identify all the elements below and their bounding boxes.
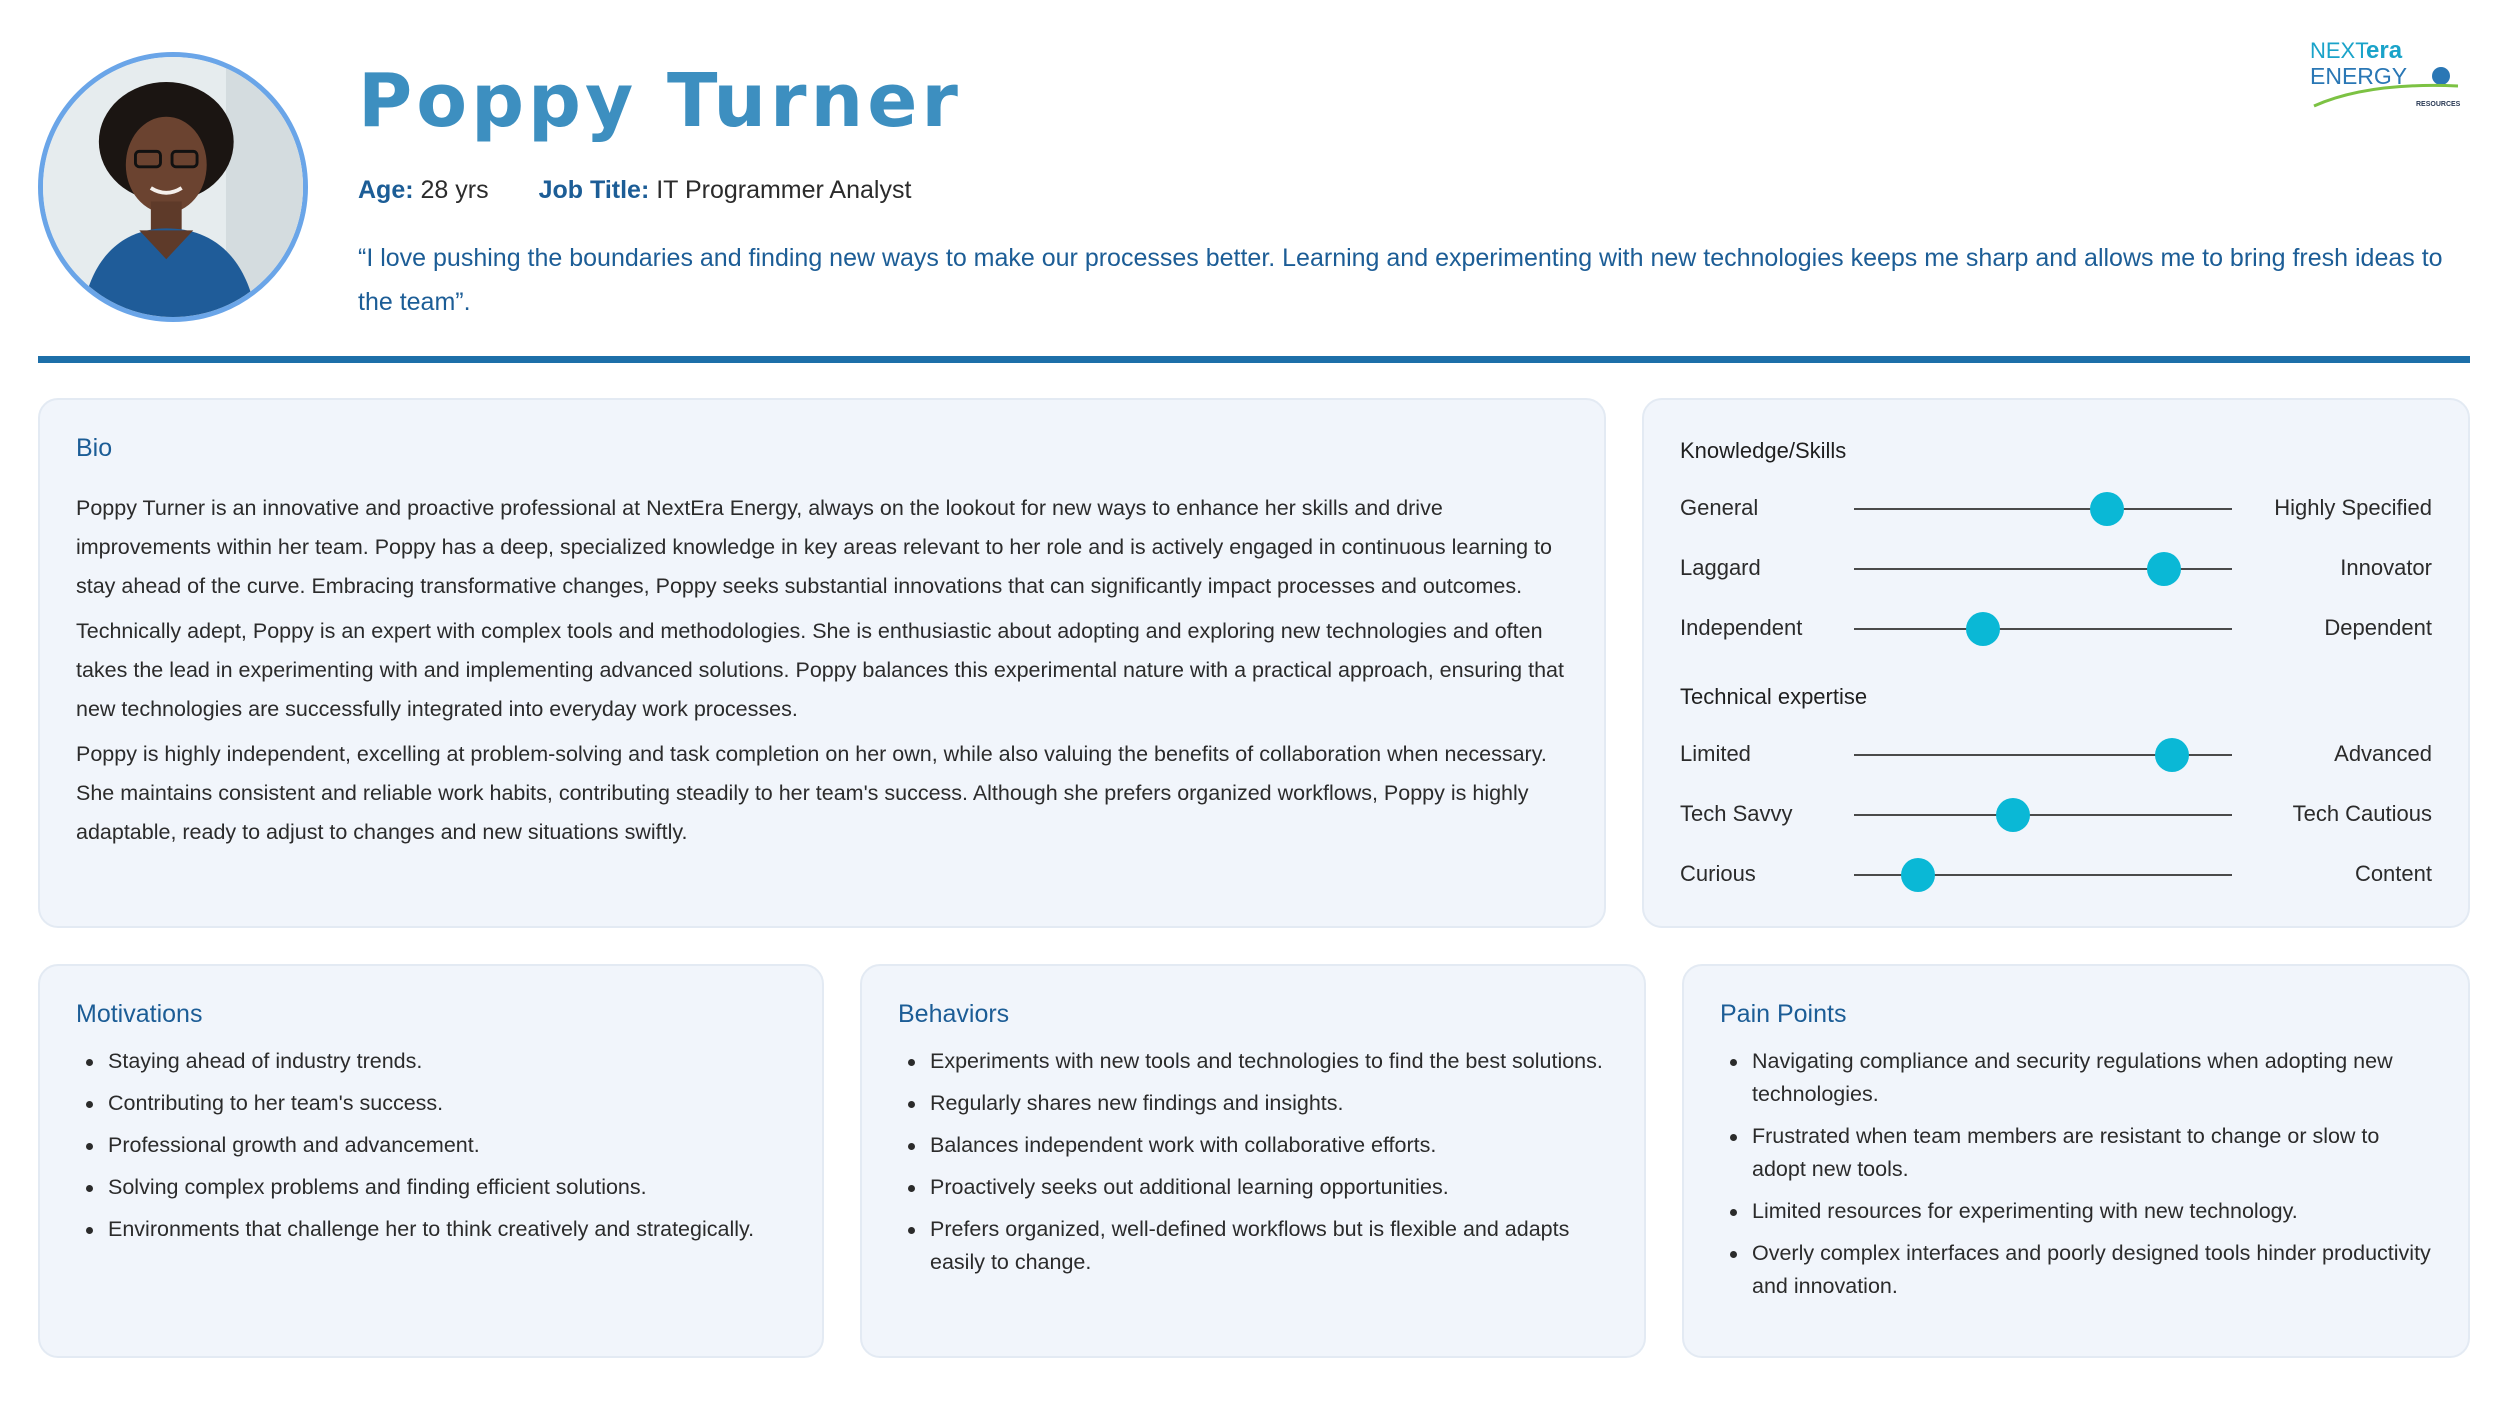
logo-era: era (2366, 37, 2403, 64)
list-item: Navigating compliance and security regulations when adopting new technologies. (1720, 1045, 2432, 1111)
slider-track (1854, 568, 2232, 570)
slider-knob[interactable] (2155, 738, 2189, 772)
bio-paragraph: Poppy Turner is an innovative and proactive professional at NextEra Energy, always on the lookout for new ways to enhance her skills and drive improvements within her team. Poppy has a deep, specialized knowledge in key areas relevant to her role and is actively engaged in continuous learning to stay ahead of the curve. Embracing transformative changes, Poppy seeks substantial innovations that can significantly impact processes and outcomes. (76, 496, 1553, 598)
persona-name: Poppy Turner (358, 58, 962, 144)
list-item: Proactively seeks out additional learning opportunities. (898, 1171, 1608, 1204)
behaviors-title: Behaviors (898, 1000, 1010, 1028)
knowledge-skills-title: Knowledge/Skills (1680, 438, 1847, 463)
motivations-title: Motivations (76, 1000, 203, 1028)
list-item: Prefers organized, well-defined workflows but is flexible and adapts easily to change. (898, 1213, 1608, 1279)
pain-points-list (1720, 1045, 2432, 1303)
list-item: Professional growth and advancement. (76, 1129, 786, 1162)
slider-track (1854, 754, 2232, 756)
behaviors-card (860, 964, 1646, 1358)
slider-independent-dependent (1680, 608, 2432, 648)
list-item: Limited resources for experimenting with new technology. (1720, 1195, 2432, 1228)
job-title-field (539, 176, 912, 205)
slider-right-label: Dependent (2324, 615, 2432, 640)
slider-knob[interactable] (1901, 858, 1935, 892)
bio-card (38, 398, 1606, 928)
pain-points-card (1682, 964, 2470, 1358)
bio-title: Bio (76, 434, 113, 462)
slider-left-label: Independent (1680, 615, 1803, 640)
logo-next: NEXT (2310, 38, 2369, 63)
slider-left-label: Curious (1680, 861, 1756, 886)
slider-left-label: Laggard (1680, 555, 1761, 580)
bio-paragraph: Technically adept, Poppy is an expert with complex tools and methodologies. She is enthusiastic about adopting and exploring new technologies and often takes the lead in experimenting with and implementing advanced solutions. Poppy balances this experimental nature with a practical approach, ensuring that new technologies are successfully integrated into everyday work processes. (76, 619, 1564, 721)
slider-curious-content (1680, 854, 2432, 894)
slider-right-label: Content (2354, 861, 2432, 886)
age-label: Age: (358, 176, 414, 204)
motivations-card (38, 964, 824, 1358)
list-item: Regularly shares new findings and insights. (898, 1087, 1608, 1120)
slider-knob[interactable] (1996, 798, 2030, 832)
slider-laggard-innovator (1680, 548, 2432, 588)
logo-resources: RESOURCES (2416, 101, 2461, 108)
logo-energy: ENERGY (2310, 63, 2408, 89)
list-item: Frustrated when team members are resistant to change or slow to adopt new tools. (1720, 1120, 2432, 1186)
slider-right-label: Innovator (2340, 555, 2432, 580)
age-field (358, 176, 489, 205)
portrait-illustration (43, 57, 303, 317)
slider-right-label: Advanced (2334, 741, 2432, 766)
slider-left-label: Limited (1680, 741, 1751, 766)
persona-quote: “I love pushing the boundaries and finding new ways to make our processes better. Learning and experimenting with new technologies keeps me sharp and allows me to bring fresh ideas to the team”. (358, 244, 2443, 316)
list-item: Environments that challenge her to think creatively and strategically. (76, 1213, 786, 1246)
profile-photo (38, 52, 308, 322)
list-item: Balances independent work with collaborative efforts. (898, 1129, 1608, 1162)
slider-track (1854, 874, 2232, 876)
list-item: Solving complex problems and finding efficient solutions. (76, 1171, 786, 1204)
slider-general-specified (1680, 488, 2432, 528)
slider-knob[interactable] (2090, 492, 2124, 526)
header-divider (38, 356, 2470, 363)
list-item: Staying ahead of industry trends. (76, 1045, 786, 1078)
technical-expertise-title: Technical expertise (1680, 684, 1868, 709)
skills-card (1642, 398, 2470, 928)
slider-left-label: Tech Savvy (1680, 801, 1793, 826)
job-title-value: IT Programmer Analyst (656, 176, 912, 204)
slider-track (1854, 628, 2232, 630)
slider-track (1854, 814, 2232, 816)
list-item: Contributing to her team's success. (76, 1087, 786, 1120)
slider-right-label: Tech Cautious (2292, 801, 2432, 826)
nextera-energy-logo (2308, 34, 2464, 110)
slider-savvy-cautious (1680, 794, 2432, 834)
list-item: Overly complex interfaces and poorly designed tools hinder productivity and innovation. (1720, 1237, 2432, 1303)
slider-left-label: General (1680, 495, 1759, 520)
job-title-label: Job Title: (538, 176, 650, 204)
age-value: 28 yrs (420, 176, 489, 204)
list-item: Experiments with new tools and technologies to find the best solutions. (898, 1045, 1608, 1078)
slider-knob[interactable] (2147, 552, 2181, 586)
persona-meta (358, 176, 911, 205)
behaviors-list (898, 1045, 1608, 1279)
bio-paragraph: Poppy is highly independent, excelling at problem-solving and task completion on her own, while also valuing the benefits of collaboration when necessary. She maintains consistent and reliable work habits, contributing steadily to her team's success. Although she prefers organized workflows, Poppy is highly adaptable, ready to adjust to changes and new situations swiftly. (76, 742, 1547, 844)
slider-knob[interactable] (1966, 612, 2000, 646)
slider-right-label: Highly Specified (2274, 495, 2432, 520)
motivations-list (76, 1045, 786, 1246)
pain-points-title: Pain Points (1720, 1000, 1847, 1028)
slider-limited-advanced (1680, 734, 2432, 774)
slider-track (1854, 508, 2232, 510)
